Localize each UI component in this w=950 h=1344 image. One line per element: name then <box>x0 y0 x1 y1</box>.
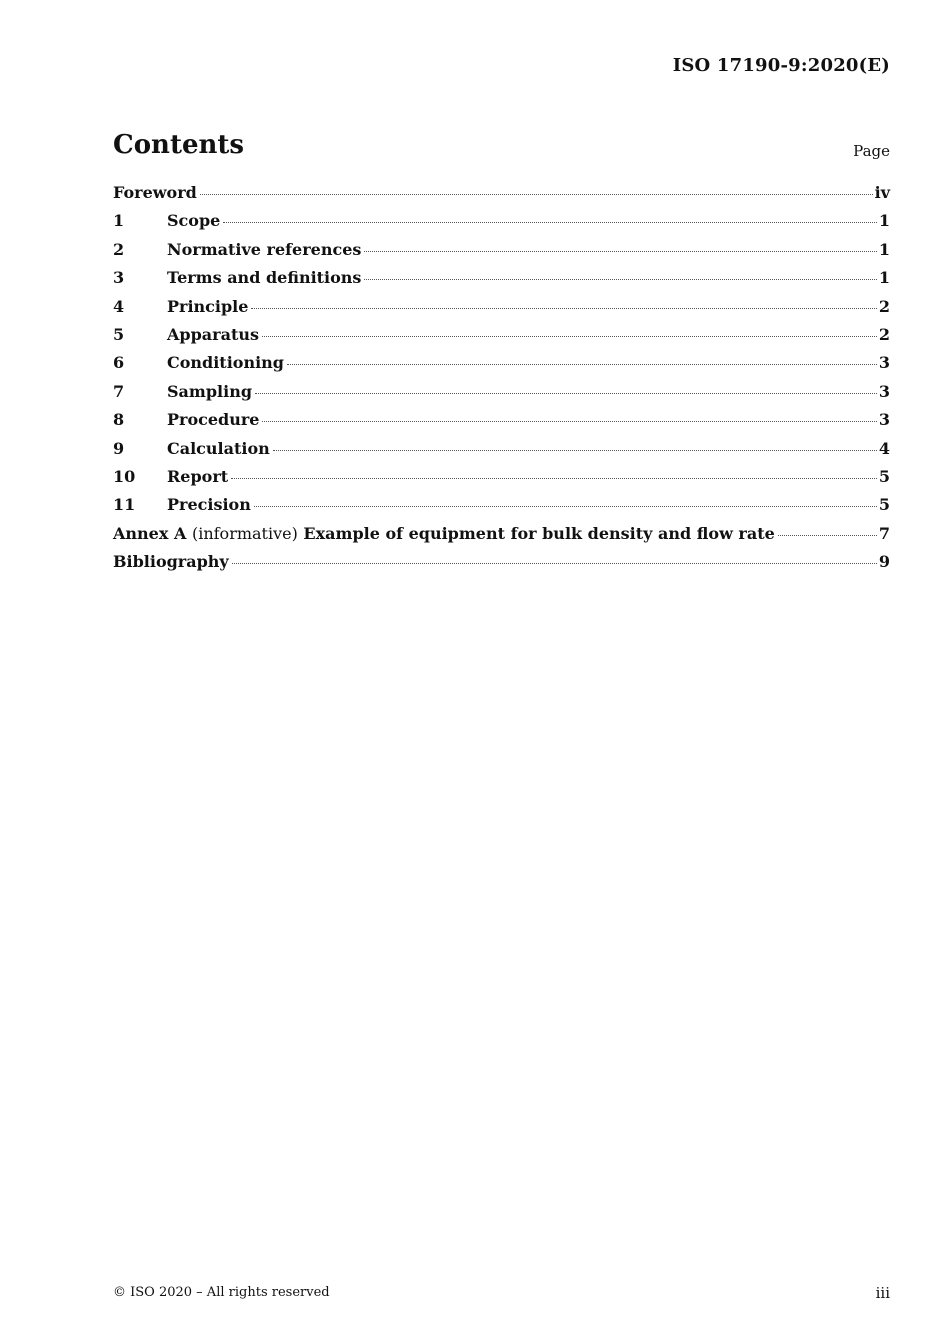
toc-entry-procedure[interactable] <box>113 410 890 438</box>
toc-entry-page: 5 <box>878 466 890 486</box>
contents-title: Contents <box>113 130 245 160</box>
dot-leader <box>223 222 877 223</box>
dot-leader <box>232 563 877 564</box>
toc-entry-normative-references[interactable] <box>113 240 890 268</box>
toc-entry-title: Bibliography <box>113 552 229 572</box>
toc-entry-title: Conditioning <box>167 353 284 373</box>
toc-entry-title: Report <box>167 466 229 486</box>
dot-leader <box>254 506 877 507</box>
annex-label: Annex A <box>113 523 187 543</box>
toc-entry-title: Calculation <box>167 438 270 458</box>
toc-entry-page: 5 <box>878 495 890 515</box>
toc-entry-page: 2 <box>878 324 890 344</box>
toc-entry-number: 4 <box>113 296 125 316</box>
toc-entry-number: 3 <box>113 268 125 288</box>
dot-leader <box>778 535 877 536</box>
toc-entry-title: Foreword <box>113 183 197 202</box>
dot-leader <box>251 308 876 309</box>
toc-entry-title <box>113 524 775 543</box>
toc-entry-page: 1 <box>878 239 890 259</box>
table-of-contents <box>113 183 890 580</box>
toc-entry-title: Sampling <box>167 381 253 401</box>
dot-leader <box>200 194 873 195</box>
toc-entry-page: iv <box>874 183 890 202</box>
toc-entry-number: 9 <box>113 438 125 458</box>
toc-entry-terms-and-definitions[interactable] <box>113 268 890 296</box>
footer-page-number: iii <box>875 1284 890 1302</box>
toc-entry-number: 8 <box>113 410 125 430</box>
dot-leader <box>364 279 876 280</box>
annex-type: (informative) <box>191 523 298 543</box>
toc-entry-title: Terms and definitions <box>167 268 362 288</box>
toc-entry-page: 9 <box>878 552 890 572</box>
toc-entry-sampling[interactable] <box>113 382 890 410</box>
toc-entry-title: Apparatus <box>167 324 259 344</box>
document-id: ISO 17190-9:2020(E) <box>672 55 890 76</box>
toc-entry-number: 7 <box>113 381 125 401</box>
toc-entry-bibliography[interactable] <box>113 552 890 580</box>
toc-entry-page: 3 <box>878 410 890 430</box>
toc-entry-title: Procedure <box>167 410 260 430</box>
toc-entry-principle[interactable] <box>113 297 890 325</box>
toc-entry-scope[interactable] <box>113 211 890 239</box>
dot-leader <box>364 251 876 252</box>
toc-entry-report[interactable] <box>113 467 890 495</box>
toc-entry-apparatus[interactable] <box>113 325 890 353</box>
toc-entry-page: 1 <box>878 211 890 231</box>
dot-leader <box>262 336 877 337</box>
toc-entry-foreword[interactable] <box>113 183 890 211</box>
toc-entry-number: 1 <box>113 211 125 231</box>
toc-entry-number: 6 <box>113 353 125 373</box>
toc-entry-conditioning[interactable] <box>113 353 890 381</box>
toc-entry-page: 3 <box>878 353 890 373</box>
toc-entry-title: Principle <box>167 296 249 316</box>
dot-leader <box>287 364 877 365</box>
dot-leader <box>273 450 877 451</box>
toc-entry-number: 2 <box>113 239 125 259</box>
toc-entry-page: 4 <box>878 438 890 458</box>
toc-entry-title: Normative references <box>167 239 362 259</box>
toc-entry-title: Scope <box>167 211 221 231</box>
toc-entry-number: 11 <box>113 495 136 515</box>
toc-entry-precision[interactable] <box>113 495 890 523</box>
toc-entry-page: 7 <box>878 523 890 543</box>
annex-title: Example of equipment for bulk density and flow rate <box>303 523 775 543</box>
dot-leader <box>255 393 877 394</box>
toc-entry-annex-a[interactable] <box>113 524 890 552</box>
toc-entry-calculation[interactable] <box>113 439 890 467</box>
copyright-notice: © ISO 2020 – All rights reserved <box>113 1285 330 1300</box>
toc-entry-number: 10 <box>113 466 136 486</box>
toc-entry-page: 1 <box>878 268 890 288</box>
toc-entry-page: 3 <box>878 381 890 401</box>
dot-leader <box>262 421 876 422</box>
toc-entry-number: 5 <box>113 324 125 344</box>
dot-leader <box>231 478 877 479</box>
toc-entry-page: 2 <box>878 296 890 316</box>
toc-entry-title: Precision <box>167 495 251 515</box>
page-column-label: Page <box>853 142 890 160</box>
